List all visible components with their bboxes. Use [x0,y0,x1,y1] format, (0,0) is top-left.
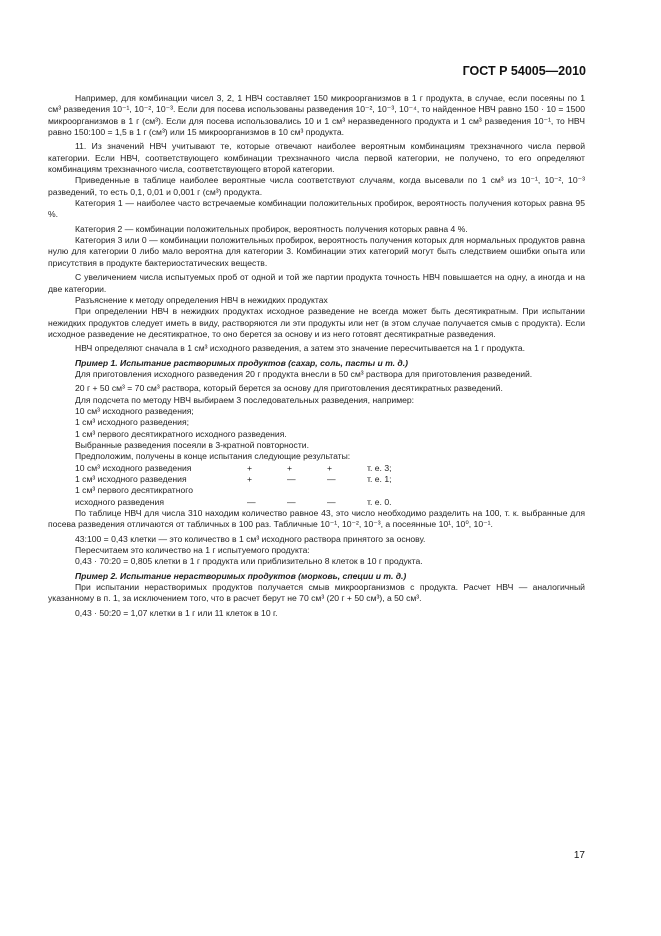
list-item: 1 см³ исходного разведения; [75,417,190,428]
result-cell [287,485,327,496]
row-note [367,485,427,496]
example-2-title: Пример 2. Испытание нерастворимых продуктов (морковь, специи и т. д.) [75,570,407,581]
formula-line: 43:100 = 0,43 клетки — это количество в 1 см³ исходного раствора принятого за основу. [75,533,426,544]
formula-line: 0,43 · 50:20 = 1,07 клетки в 1 г или 11 клеток в 10 г. [75,607,278,618]
standard-designation: ГОСТ Р 54005—2010 [462,64,586,78]
formula-line: 20 г + 50 см³ = 70 см³ раствора, который берется за основу для приготовления десятикратных разведений. [75,383,503,394]
row-label: 1 см³ исходного разведения [75,474,187,484]
paragraph: Для приготовления исходного разведения 20 г продукта внесли в 50 см³ раствора для приготовления разведений. [75,368,533,379]
category-1: Категория 1 — наиболее часто встречаемые комбинации положительных пробирок, вероятность получения которых равна 95 %. [48,198,585,220]
paragraph: При испытании нерастворимых продуктов получается смыв микроорганизмов с продукта. Расчет НВЧ — аналогичный указанному в п. 1, за исключением того, что в расчет берут не 70 см³ (20 г + 50 см³), а 50 см³. [48,582,585,604]
section-heading: Разъяснение к методу определения НВЧ в нежидких продуктах [75,294,328,305]
row-note: т. е. 1; [367,474,392,484]
row-label: исходного разведения [75,496,164,507]
result-cell [327,485,367,496]
paragraph: Предположим, получены в конце испытания следующие результаты: [75,451,351,462]
page-number: 17 [573,850,585,861]
result-cell: + [287,462,293,473]
paragraph: Пересчитаем это количество на 1 г испытуемого продукта: [75,545,310,556]
paragraph: Например, для комбинации чисел 3, 2, 1 НВЧ составляет 150 микроорганизмов в 1 г продукта, в случае, если посеяны по 1 см³ разведения 10⁻¹, 10⁻², 10⁻³. Если для посева использованы разведения 10⁻², 10⁻³, 10⁻⁴, то найденное НВЧ равно 150 · 10 = 1500 микроорганизмов в 1 г (см³). Если для посева использовались 10 и 1 см³ неразведенного продукта и 1 см³ разведения 10⁻¹, то НВЧ равно 150:100 = 1,5 в 1 г (см³) или 15 микроорганизмов в 10 см³ продукта. [48,93,585,138]
result-cell: — [287,496,296,507]
paragraph: НВЧ определяют сначала в 1 см³ исходного разведения, а затем это значение пересчитывается на 1 г продукта. [75,343,526,354]
table-row [48,497,585,508]
table-row [48,463,585,474]
table-row [48,474,585,485]
result-cell: — [247,496,256,507]
row-label: 1 см³ первого десятикратного [75,485,193,496]
category-3: Категория 3 или 0 — комбинации положительных пробирок, вероятность получения которых для нормальных продуктов равна нулю для категории 0 либо мало вероятна для категории 3. Комбинации этих категорий могут быть следствием ошибки опыта или присутствия в продукте бактериостатических веществ. [48,235,585,268]
list-item: 1 см³ первого десятикратного исходного разведения. [75,428,287,439]
paragraph: По таблице НВЧ для числа 310 находим количество равное 43, это число необходимо разделить на 100, т. к. выбранные для посева разведения отличаются от табличных в 100 раз. Табличные 10⁻¹, 10⁻², 10⁻³, а посеянные 10¹, 10⁰, 10⁻¹. [48,508,585,530]
result-cell: — [327,496,336,507]
list-item: 10 см³ исходного разведения; [75,405,194,416]
paragraph-item-11: 11. Из значений НВЧ учитывают те, которые отвечают наиболее вероятным комбинациям трехзначного числа первой категории. Если НВЧ, соответствующего комбинации трехзначного числа первой категории, не получено, то его определяют комбинациям трехзначного числа, соответствующего второй категории. [48,141,585,175]
result-cell: — [287,474,296,484]
result-cell: + [327,462,333,473]
row-note: т. е. 3; [367,462,392,473]
paragraph: С увеличением числа испытуемых проб от одной и той же партии продукта точность НВЧ повышается на одну, а иногда и на две категории. [48,272,585,294]
result-cell: — [327,474,336,484]
paragraph: Выбранные разведения посеяли в 3-кратной повторности. [75,439,309,450]
paragraph: При определении НВЧ в нежидких продуктах исходное разведение не всегда может быть десятикратным. При испытании нежидких продуктов следует иметь в виду, растворяются ли эти продукты или нет (в этом случае получается смыв с продукта). Если исходное разведение не десятикратное, то оно берется за основу и из него готовят десятикратные разведения. [48,306,585,339]
category-2: Категория 2 — комбинации положительных пробирок, вероятность получения которых равна 4 %. [75,223,468,234]
result-cell: + [247,462,253,473]
row-label: 10 см³ исходного разведения [75,462,192,473]
example-1-title: Пример 1. Испытание растворимых продуктов (сахар, соль, пасты и т. д.) [75,357,408,368]
formula-line: 0,43 · 70:20 = 0,805 клетки в 1 г продукта или приблизительно 8 клеток в 10 г продукта. [75,556,423,567]
result-cell: + [247,474,253,484]
table-row [48,485,585,496]
document-body [48,93,585,619]
row-note: т. е. 0. [367,496,392,507]
results-table [48,463,585,508]
paragraph: Приведенные в таблице наиболее вероятные числа соответствуют случаям, когда высевали по 1 см³ из 10⁻¹, 10⁻², 10⁻³ разведений, то есть 0,1, 0,01 и 0,001 г (см³) продукта. [48,175,585,197]
result-cell [247,485,287,496]
paragraph: Для подсчета по методу НВЧ выбираем 3 последовательных разведения, например: [75,394,415,405]
